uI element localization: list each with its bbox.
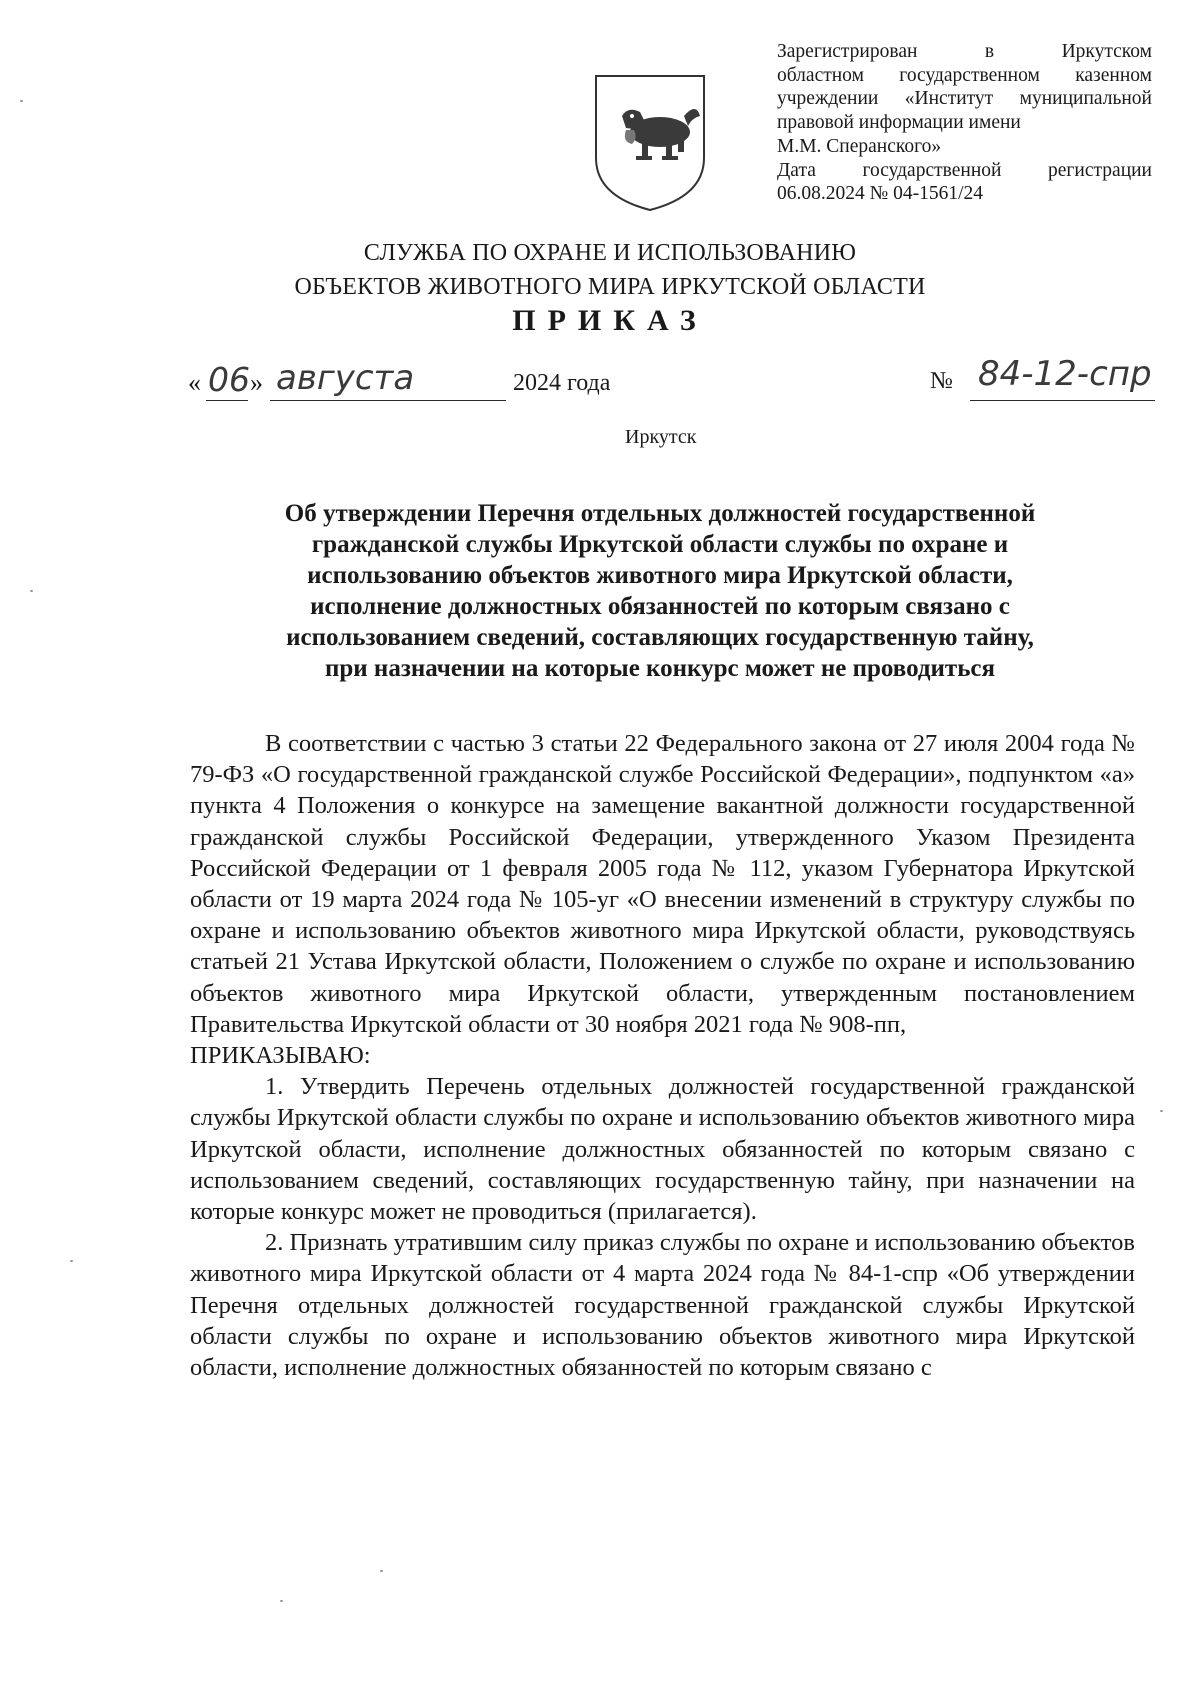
registration-note-line: правовой информации имени bbox=[777, 112, 1021, 134]
order-number-handwritten: 84-12-спр bbox=[978, 354, 1152, 394]
registration-note-line: 06.08.2024 № 04-1561/24 bbox=[777, 183, 984, 205]
title-line: при назначении на которые конкурс может не проводиться bbox=[324, 655, 996, 682]
order-date bbox=[188, 360, 688, 408]
title-line: использованием сведений, составляющих государственную тайну, bbox=[286, 624, 1034, 651]
irkutsk-coat-of-arms-emblem bbox=[592, 72, 708, 214]
scan-speck bbox=[70, 1260, 73, 1262]
number-sign: № bbox=[930, 368, 953, 394]
order-number-underline bbox=[970, 400, 1155, 401]
date-day-handwritten: 06 bbox=[208, 360, 250, 399]
city-name: Иркутск bbox=[625, 426, 697, 448]
scan-speck bbox=[280, 1600, 283, 1602]
date-month-handwritten: августа bbox=[276, 358, 415, 398]
document-type-heading: ПРИКАЗ bbox=[512, 304, 708, 337]
document-title bbox=[210, 498, 1110, 684]
registration-note-line: Дата государственной регистрации bbox=[777, 159, 1152, 181]
title-line: исполнение должностных обязанностей по которым связано с bbox=[310, 593, 1010, 620]
agency-name-line-2: ОБЪЕКТОВ ЖИВОТНОГО МИРА ИРКУТСКОЙ ОБЛАСТИ bbox=[294, 274, 926, 300]
order-number bbox=[930, 354, 1170, 408]
date-open-quote: « bbox=[188, 368, 201, 397]
registration-note-line: Зарегистрирован в Иркутском bbox=[777, 41, 1152, 62]
preamble-paragraph: В соответствии с частью 3 статьи 22 Федерального закона от 27 июля 2004 года № 79-ФЗ «О государственной гражданской службе Российской Федерации», подпунктом «а» пункта 4 Положения о конкурсе на замещение вакантной должности государственной гражданской службы Российской Федерации, утвержденного Указом Президента Российской Федерации от 1 февраля 2005 года № 112, указом Губернатора Иркутской области от 19 марта 2024 года № 105-уг «О внесении изменений в структуру службы по охране и использованию объектов животного мира Иркутской области, руководствуясь статьей 21 Устава Иркутской области, Положением о службе по охране и использованию объектов животного мира Иркутской области, утвержденным постановлением Правительства Иркутской области от 30 ноября 2021 года № 908-пп, bbox=[190, 730, 1135, 1038]
date-close-quote: » bbox=[250, 368, 263, 397]
title-line: гражданской службы Иркутской области службы по охране и bbox=[311, 531, 1009, 558]
order-item-1: 1. Утвердить Перечень отдельных должностей государственной гражданской службы Иркутской области службы по охране и использованию объектов животного мира Иркутской области, исполнение должностных обязанностей по которым связано с использованием сведений, составляющих государственную тайну, при назначении на которые конкурс может не проводиться (прилагается). bbox=[190, 1073, 1135, 1226]
scan-speck bbox=[1160, 1110, 1163, 1112]
scan-speck bbox=[20, 100, 23, 102]
agency-name-line-1: СЛУЖБА ПО ОХРАНЕ И ИСПОЛЬЗОВАНИЮ bbox=[363, 240, 857, 266]
registration-note bbox=[777, 40, 1152, 206]
date-month-underline bbox=[270, 400, 506, 401]
scan-speck bbox=[380, 1570, 383, 1572]
registration-note-line: М.М. Сперанского» bbox=[777, 135, 942, 157]
registration-note-line: учреждении «Институт муниципальной bbox=[777, 88, 1152, 110]
order-item-2: 2. Признать утратившим силу приказ службы по охране и использованию объектов животного мира Иркутской области от 4 марта 2024 года № 84-1-спр «Об утверждении Перечня отдельных должностей государственной гражданской службы Иркутской области службы по охране и использованию объектов животного мира Иркутской области, исполнение должностных обязанностей по которым связано с bbox=[190, 1229, 1135, 1382]
title-line: Об утверждении Перечня отдельных должностей государственной bbox=[284, 500, 1036, 527]
scan-speck bbox=[30, 590, 33, 592]
order-word: ПРИКАЗЫВАЮ: bbox=[190, 1042, 371, 1070]
date-year-text: 2024 года bbox=[513, 370, 611, 396]
document-body bbox=[190, 728, 1135, 1383]
title-line: использованию объектов животного мира Иркутской области, bbox=[307, 562, 1013, 589]
registration-note-line: областном государственном казенном bbox=[777, 64, 1152, 86]
date-day-underline bbox=[206, 400, 248, 401]
